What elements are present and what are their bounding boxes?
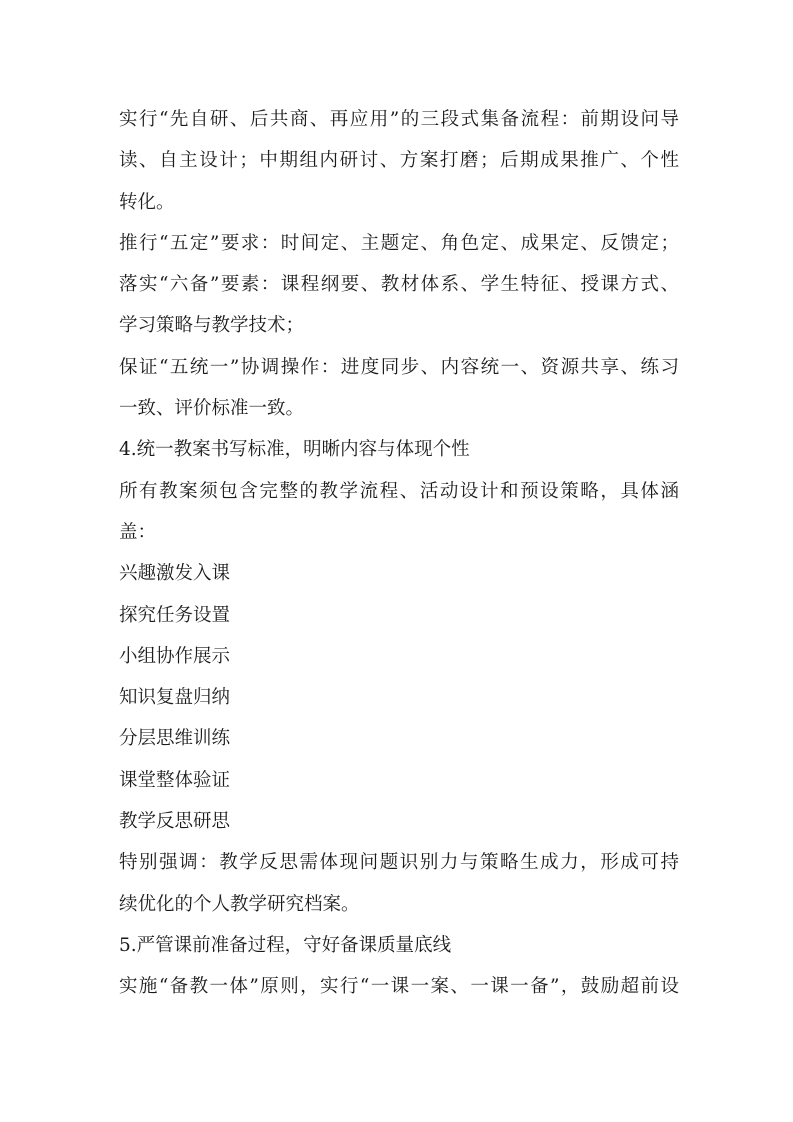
paragraph-line: 实施“备教一体”原则，实行“一课一案、一课一备”，鼓励超前设: [119, 976, 679, 998]
paragraph-line: 所有教案须包含完整的教学流程、活动设计和预设策略，具体涵: [119, 480, 679, 502]
list-item: 教学反思研思: [119, 811, 231, 833]
paragraph-line: 一致、评价标准一致。: [119, 398, 305, 420]
section-heading: 5.严管课前准备过程，守好备课质量底线: [119, 934, 452, 956]
paragraph-line: 特别强调：教学反思需体现问题识别力与策略生成力，形成可持: [119, 852, 679, 874]
paragraph-line: 保证“五统一”协调操作：进度同步、内容统一、资源共享、练习: [119, 356, 679, 378]
list-item: 小组协作展示: [119, 645, 231, 667]
paragraph-line: 学习策略与教学技术；: [119, 315, 305, 337]
paragraph-line: 推行“五定”要求：时间定、主题定、角色定、成果定、反馈定；: [119, 232, 679, 254]
paragraph-line: 落实“六备”要素：课程纲要、教材体系、学生特征、授课方式、: [119, 274, 679, 296]
paragraph-line: 转化。: [119, 191, 175, 213]
paragraph-line: 续优化的个人教学研究档案。: [119, 893, 360, 915]
list-item: 课堂整体验证: [119, 769, 231, 791]
paragraph-line: 盖：: [119, 521, 157, 543]
paragraph-line: 实行“先自研、后共商、再应用”的三段式集备流程：前期设问导: [119, 109, 679, 130]
list-item: 分层思维训练: [119, 728, 231, 750]
section-heading: 4.统一教案书写标准，明晰内容与体现个性: [119, 439, 470, 461]
list-item: 探究任务设置: [119, 604, 231, 626]
paragraph-line: 读、自主设计；中期组内研讨、方案打磨；后期成果推广、个性: [119, 150, 679, 172]
list-item: 知识复盘归纳: [119, 687, 231, 709]
document-body: [119, 99, 679, 1008]
list-item: 兴趣激发入课: [119, 563, 231, 585]
